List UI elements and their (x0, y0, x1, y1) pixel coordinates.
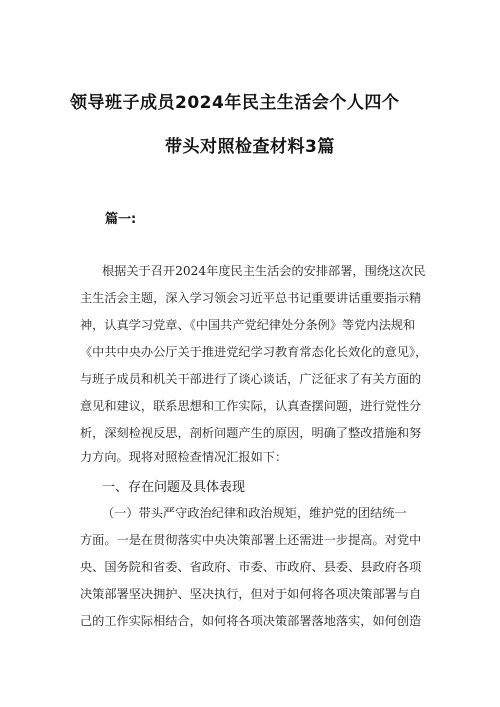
intro-line: 主生活会主题，深入学习领会习近平总书记重要讲话重要指示精 (80, 291, 422, 305)
paragraph-line: 决策部署坚决拥护、坚决执行，但对于如何将各项决策部署与自 (80, 587, 422, 601)
paragraph-line: 央、国务院和省委、省政府、市委、市政府、县委、县政府各项 (80, 560, 422, 574)
paragraph-line: （一）带头严守政治纪律和政治规矩，维护党的团结统一 (102, 506, 407, 520)
document-title-line-2: 带头对照检查材料3篇 (165, 137, 335, 157)
intro-line: 与班子成员和机关干部进行了谈心谈话，广泛征求了有关方面的 (80, 372, 422, 386)
intro-line: 意见和建议，联系思想和工作实际，认真查摆问题，进行党性分 (80, 399, 422, 413)
section-label: 篇一: (105, 212, 137, 227)
intro-line: 神，认真学习党章、《中国共产党纪律处分条例》等党内法规和 (80, 318, 416, 332)
intro-line: 析，深刻检视反思，剖析问题产生的原因，明确了整改措施和努 (80, 426, 422, 440)
intro-line: 《中共中央办公厅关于推进党纪学习教育常态化长效化的意见》， (80, 345, 428, 359)
document-title-line-1: 领导班子成员2024年民主生活会个人四个 (70, 93, 400, 113)
section-heading: 一、存在问题及具体表现 (102, 480, 246, 495)
intro-line: 根据关于召开2024年度民主生活会的安排部署，围绕这次民 (102, 264, 426, 278)
paragraph-line: 己的工作实际相结合，如何将各项决策部署落地落实，如何创造 (80, 614, 422, 628)
intro-line: 力方向。现将对照检查情况汇报如下： (80, 450, 288, 464)
paragraph-line: 方面。一是在贯彻落实中央决策部署上还需进一步提高。对党中 (80, 533, 422, 547)
